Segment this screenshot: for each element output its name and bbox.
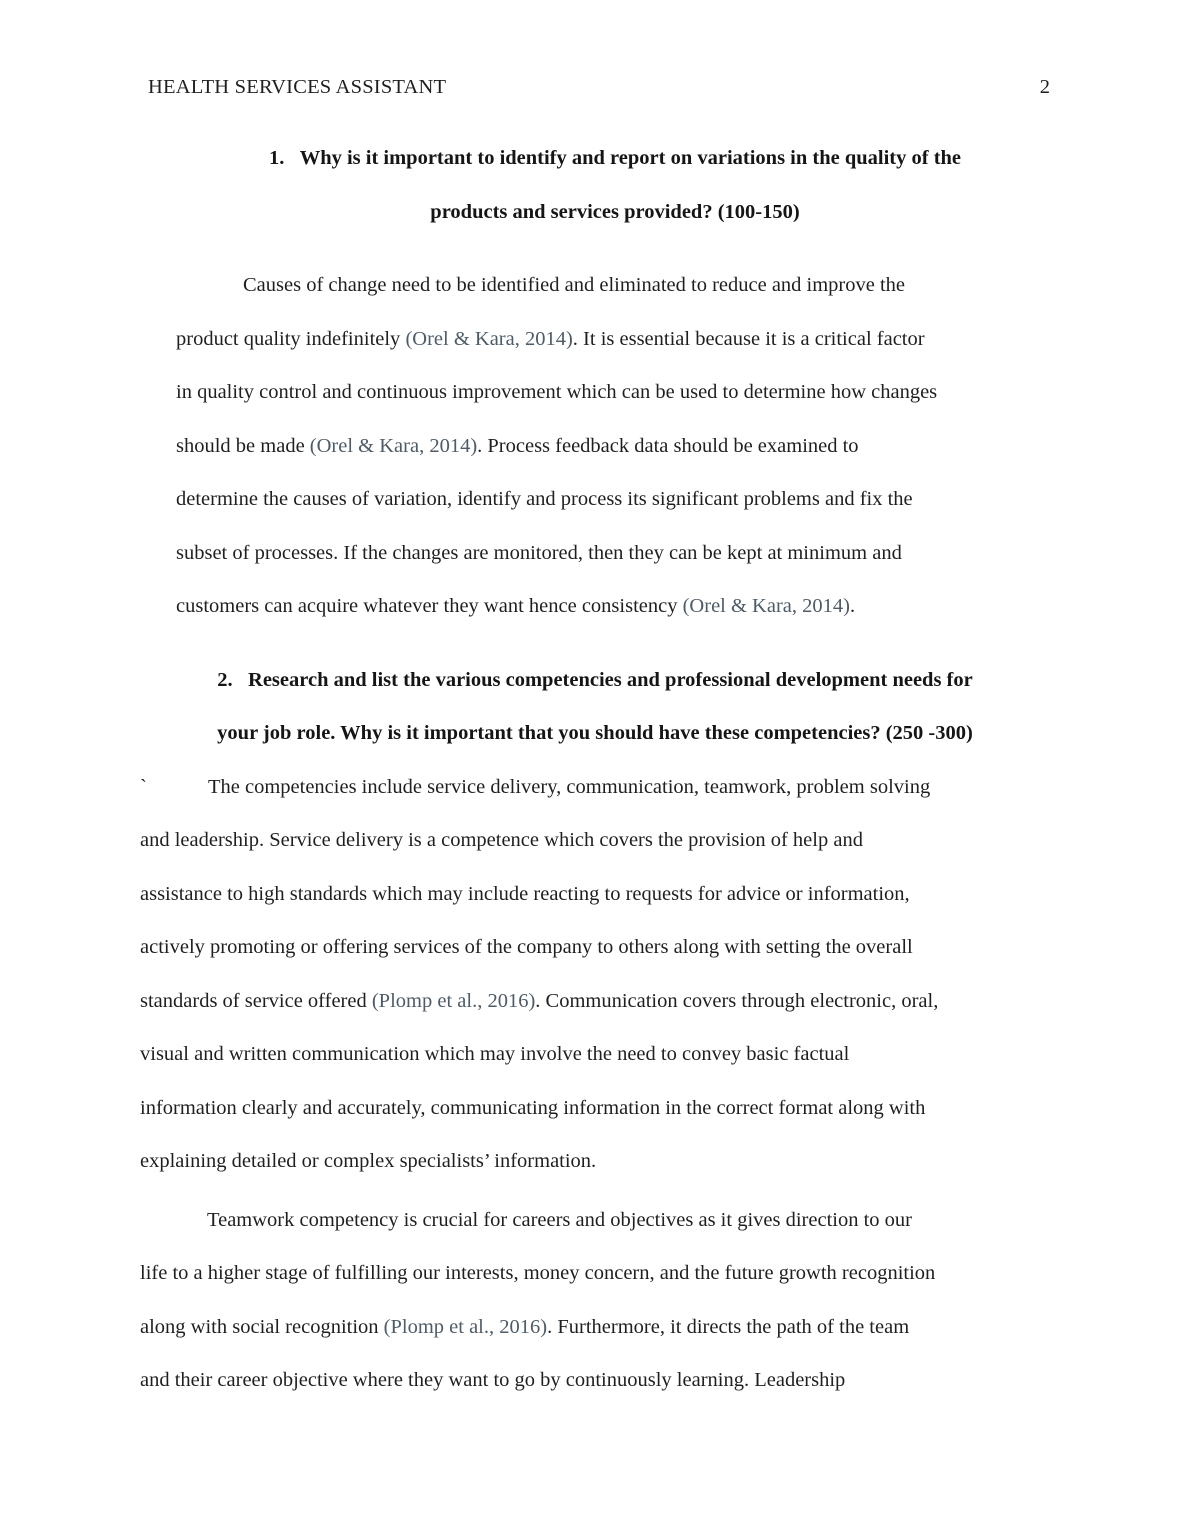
stray-backtick-character: ` (140, 775, 147, 798)
text-line (176, 473, 1050, 527)
text-run: customers can acquire whatever they want hence consistency (176, 595, 683, 617)
citation-link[interactable]: (Plomp et al., 2016) (371, 989, 536, 1012)
text-line (140, 814, 1050, 868)
citation-link[interactable]: (Plomp et al., 2016) (383, 1315, 548, 1338)
text-run: life to a higher stage of fulfilling our interests, money concern, and the future growth recognition (140, 1262, 936, 1284)
text-run: Causes of change need to be identified and eliminated to reduce and improve the (243, 274, 906, 296)
citation-link[interactable]: (Orel & Kara, 2014) (309, 434, 478, 457)
text-line (176, 366, 1050, 420)
text-run: and their career objective where they want to go by continuously learning. Leadership (140, 1369, 846, 1391)
text-line (140, 707, 1050, 761)
text-run: along with social recognition (140, 1315, 384, 1338)
text-line (176, 580, 1050, 634)
text-line (140, 1082, 1050, 1136)
text-run: information clearly and accurately, communicating information in the correct format along with (140, 1096, 926, 1119)
text-line (140, 975, 1050, 1029)
text-run: . Furthermore, it directs the path of the team (547, 1315, 910, 1338)
text-run: in quality control and continuous improvement which can be used to determine how changes (176, 381, 938, 403)
text-run: product quality indefinitely (176, 327, 406, 350)
text-line (180, 132, 1050, 186)
text-run: Teamwork competency is crucial for careers and objectives as it gives direction to our (207, 1208, 912, 1231)
text-run: . Process feedback data should be examined to (477, 434, 859, 457)
text-run: products and services provided? (100-150) (430, 200, 800, 223)
text-line (176, 420, 1050, 474)
text-run: subset of processes. If the changes are monitored, then they can be kept at minimum and (176, 541, 902, 564)
answer-paragraph (176, 259, 1050, 634)
text-run: explaining detailed or complex specialists’ information. (140, 1150, 597, 1172)
text-line (140, 1135, 1050, 1189)
text-line (140, 1247, 1050, 1301)
text-run: 2. Research and list the various competencies and professional development needs for (217, 668, 973, 691)
text-run: assistance to high standards which may include reacting to requests for advice or information, (140, 882, 910, 905)
page-number: 2 (1039, 76, 1050, 98)
text-line (140, 1028, 1050, 1082)
citation-link[interactable]: (Orel & Kara, 2014) (405, 327, 573, 350)
text-run: 1. Why is it important to identify and report on variations in the quality of the (268, 147, 962, 169)
running-header-title: HEALTH SERVICES ASSISTANT (148, 76, 447, 98)
question-heading (140, 132, 1050, 239)
text-run: determine the causes of variation, identify and process its significant problems and fix the (176, 488, 913, 510)
text-run: and leadership. Service delivery is a competence which covers the provision of help and (140, 829, 863, 851)
text-line (140, 1301, 1050, 1355)
text-line (180, 186, 1050, 240)
text-line (140, 761, 1050, 815)
text-line (176, 313, 1050, 367)
text-run: . It is essential because it is a critical factor (572, 327, 925, 350)
text-run: . (849, 595, 856, 617)
text-run: standards of service offered (140, 989, 372, 1012)
text-line (140, 654, 1050, 708)
text-run: The competencies include service delivery, communication, teamwork, problem solving (208, 775, 931, 798)
text-line (140, 1194, 1050, 1248)
answer-paragraph (140, 761, 1050, 1189)
text-line (140, 1354, 1050, 1408)
text-run: actively promoting or offering services of the company to others along with setting the overall (140, 936, 913, 958)
text-run: your job role. Why is it important that you should have these competencies? (250 -300) (217, 722, 973, 744)
question-heading (140, 654, 1050, 761)
citation-link[interactable]: (Orel & Kara, 2014) (682, 595, 850, 617)
text-line (176, 259, 1050, 313)
text-line (176, 527, 1050, 581)
running-header (140, 74, 1050, 100)
text-run: should be made (176, 434, 310, 457)
text-line (140, 921, 1050, 975)
text-run: . Communication covers through electronic, oral, (535, 989, 939, 1012)
document-body (140, 132, 1050, 1408)
text-line (140, 868, 1050, 922)
text-run: visual and written communication which may involve the need to convey basic factual (140, 1043, 850, 1065)
answer-paragraph (140, 1194, 1050, 1408)
